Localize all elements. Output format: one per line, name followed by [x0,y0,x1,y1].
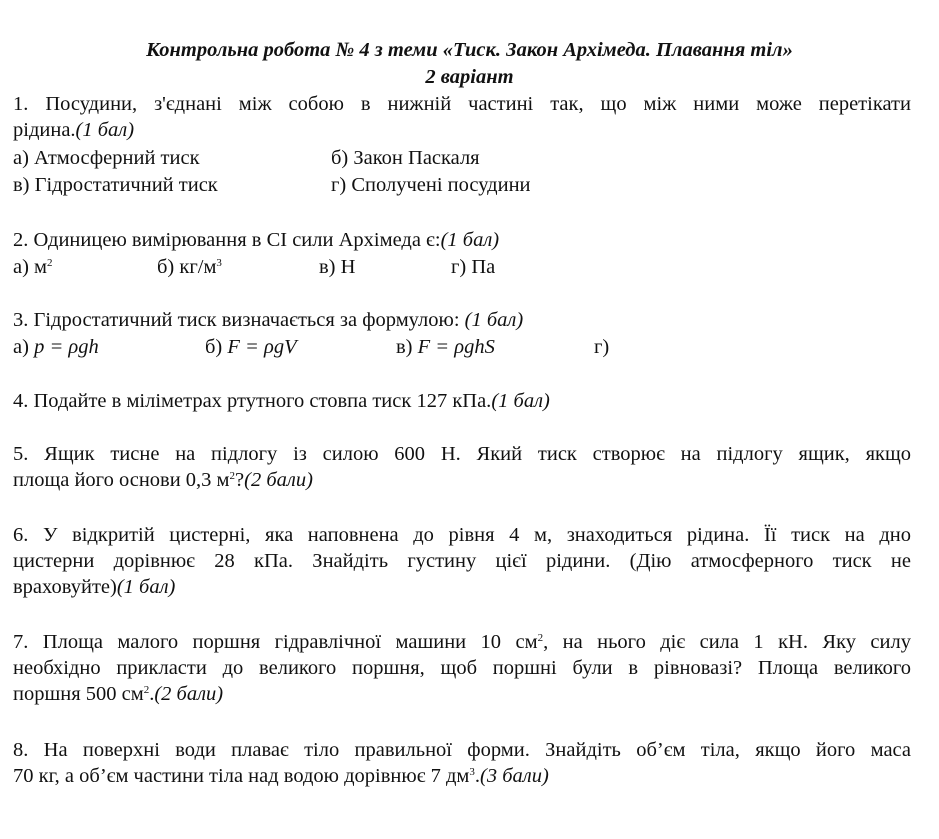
question-3-text: 3. Гідростатичний тиск визначається за формулою: (1 бал) [13,309,524,331]
question-7-line-3: поршня 500 $см^2.(2$ бали) [13,683,224,705]
question-1-points: (1 бал) [75,119,135,141]
question-1-option-d: г) Сполучені посудини [331,174,531,196]
question-1-option-c: в) Гідростатичний тиск [13,174,218,196]
question-7-points: (2 бали) [154,683,224,705]
question-5-line-1: 5. Ящик тисне на підлогу із силою 600 Н. Який тиск створює на підлогу ящик, якщо [13,443,911,465]
question-7-line-2: необхідно прикласти до великого поршня, щоб поршні були в рівновазі? Площа великого [13,657,911,679]
question-5-line-2: площа його основи 0,3 $м^2?(2$ бали) [13,469,313,491]
question-2-option-a: а) $м^2$ [13,256,53,278]
page-title: Контрольна робота № 4 з теми «Тиск. Закон Архімеда. Плавання тіл» [146,39,793,61]
question-3-option-c: в) F = ρghS [396,336,495,358]
question-3-option-d: г) [594,336,610,358]
question-1-option-a: а) Атмосферний тиск [13,147,200,169]
question-1-line-1: 1. Посудини, з'єднані між собою в нижній частині так, що між ними може перетікати [13,93,911,115]
question-8-line-2: 70 кг, а об’єм частини тіла над водою дорівнює 7 $дм^3.(3$ бали) [13,765,549,787]
question-2-option-d: г) Па [451,256,496,278]
question-6-line-1: 6. У відкритій цистерні, яка наповнена до рівня 4 м, знаходиться рідина. Її тиск на дно [13,524,911,546]
question-8-line-1: 8. На поверхні води плаває тіло правильної форми. Знайдіть об’єм тіла, якщо його маса [13,739,911,761]
question-3-option-b: б) F = ρgV [205,336,297,358]
question-3-points: (1 бал) [464,309,524,331]
question-4-text: 4. Подайте в міліметрах ртутного стовпа тиск 127 кПа.(1 бал) [13,390,550,412]
question-6-line-2: цистерни дорівнює 28 кПа. Знайдіть густину цієї рідини. (Дію атмосферного тиск не [13,550,911,572]
question-1-line-2: рідина.(1 бал) [13,119,135,141]
question-5-points: (2 бали) [244,469,313,491]
question-4-points: (1 бал) [491,390,550,412]
question-2-text: 2. Одиницею вимірювання в СІ сили Архімеда є:(1 бал) [13,229,500,251]
question-6-line-3: враховуйте)(1 бал) [13,576,176,598]
variant-label: 2 варіант [425,66,514,88]
question-2-option-c: в) Н [319,256,356,278]
question-2-option-b: б) $кг/м^3$ [157,256,222,278]
question-1-option-b: б) Закон Паскаля [331,147,480,169]
question-7-line-1: 7. Площа малого поршня гідравлічної машини 10 $см^2$, на нього діє сила 1 кН. Яку силу [13,631,911,653]
question-3-option-a: а) p = ρgh [13,336,99,358]
question-8-points: (3 бали) [480,765,549,787]
question-2-points: (1 бал) [440,229,500,251]
question-6-points: (1 бал) [116,576,176,598]
